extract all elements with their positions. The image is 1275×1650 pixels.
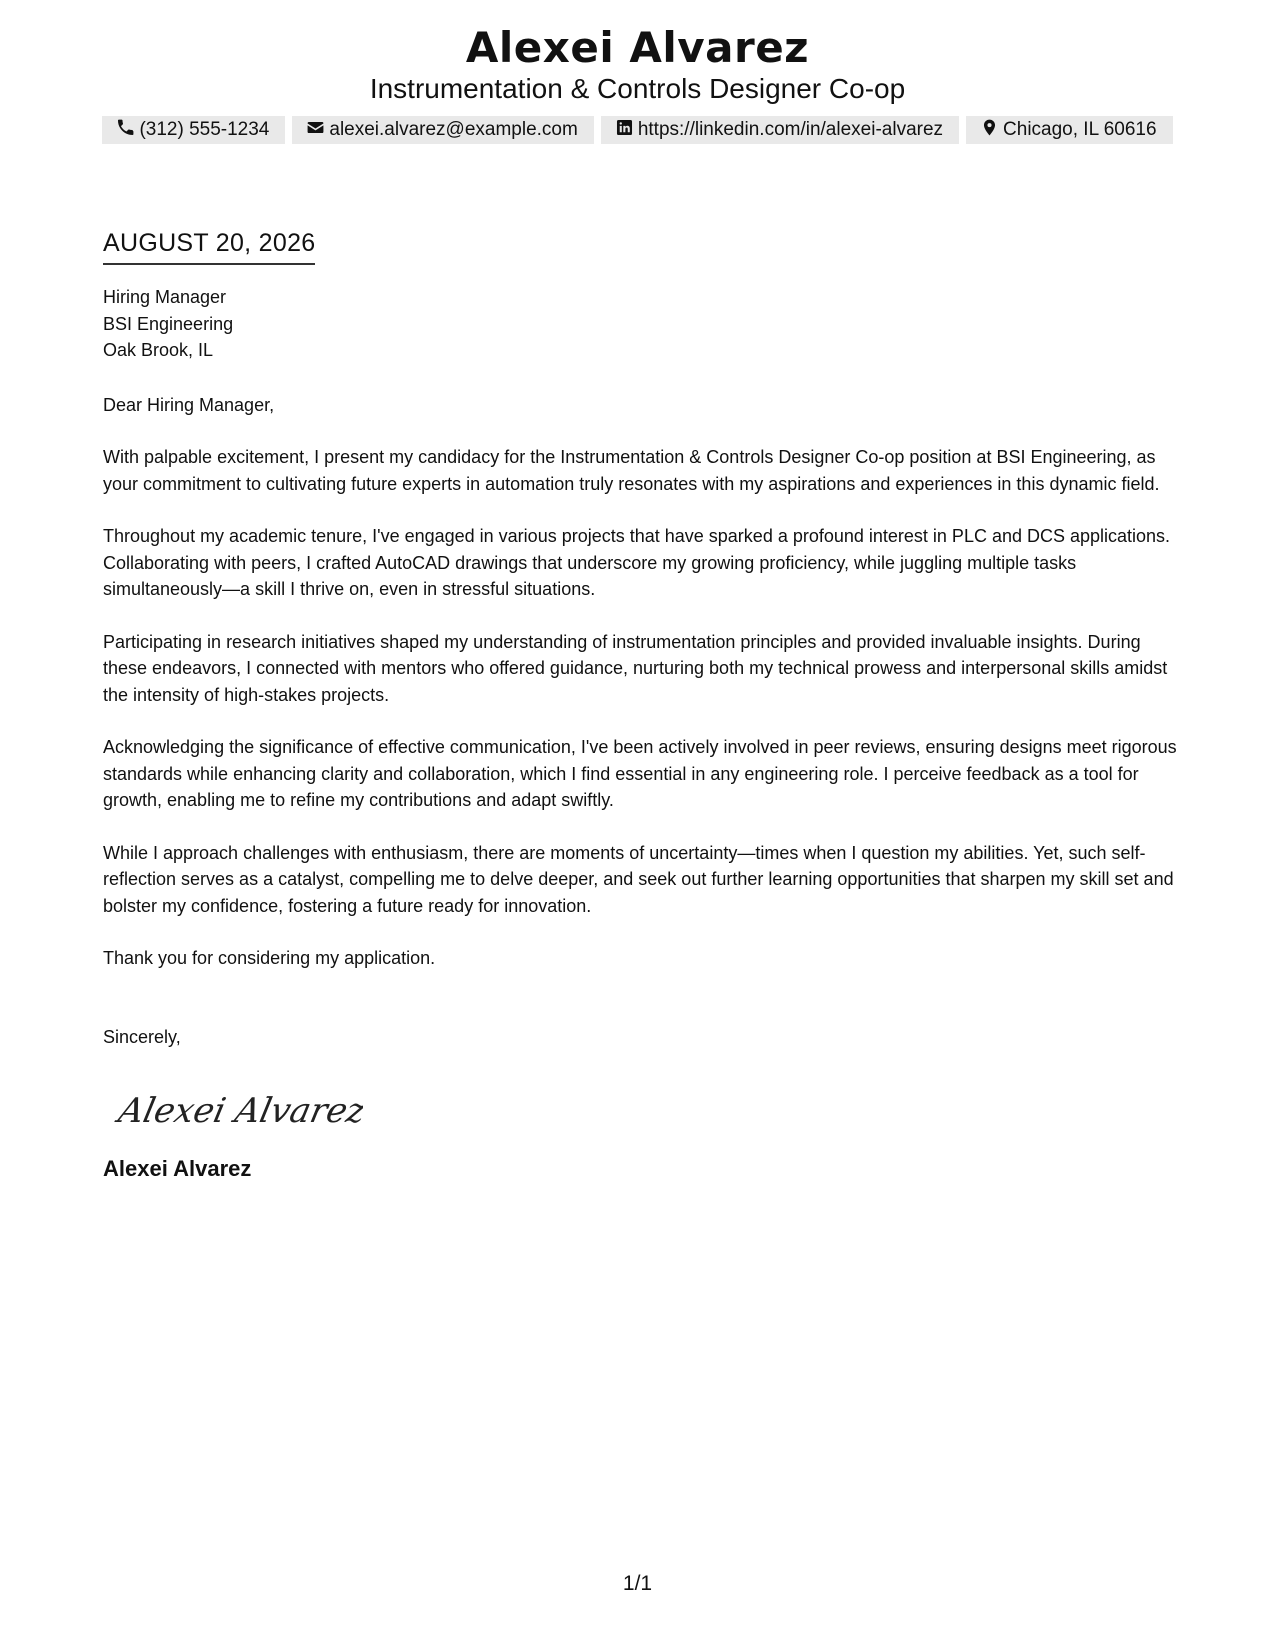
job-headline: Instrumentation & Controls Designer Co-op — [369, 73, 906, 104]
closing: Sincerely, — [103, 1026, 181, 1047]
body-paragraph: Throughout my academic tenure, I've engaged in various projects that have sparked a profound interest in PLC and DCS applications. Collaborating with peers, I crafted AutoCAD drawings that underscore my growing proficiency, while juggling multiple tasks simultaneously—a skill I thrive on, even in stressful situations. — [103, 526, 1171, 599]
contact-linkedin[interactable] — [601, 116, 959, 144]
envelope-icon — [306, 118, 329, 143]
contact-bar — [0, 116, 1275, 144]
contact-phone[interactable] — [102, 116, 285, 144]
letter-date: AUGUST 20, 2026 — [103, 226, 315, 265]
applicant-name: Alexei Alvarez — [465, 23, 810, 72]
body-paragraph: Thank you for considering my application. — [103, 948, 436, 968]
location-text: Chicago, IL 60616 — [1003, 119, 1157, 140]
body-paragraph: Acknowledging the significance of effective communication, I've been actively involved in peer reviews, ensuring designs meet rigorous standards while enhancing clarity and collaboration, which I find essential in any engineering role. I perceive feedback as a tool for growth, enabling me to refine my contributions and adapt swiftly. — [103, 737, 1177, 810]
letter-header — [0, 22, 1275, 144]
letter-body — [103, 226, 1183, 1184]
salutation: Dear Hiring Manager, — [103, 394, 275, 415]
body-paragraph: While I approach challenges with enthusiasm, there are moments of uncertainty—times when I question my abilities. Yet, such self-reflection serves as a catalyst, compelling me to delve deeper, and seek out further learning opportunities that sharpen my skill set and bolster my confidence, fostering a future ready for innovation. — [103, 842, 1174, 916]
page-number: 1/1 — [622, 1572, 653, 1595]
email-text: alexei.alvarez@example.com — [329, 119, 578, 140]
body-paragraph: With palpable excitement, I present my candidacy for the Instrumentation & Controls Designer Co-op position at BSI Engineering, as your commitment to cultivating future experts in automation truly resonates with my aspirations and experiences in this dynamic field. — [103, 447, 1160, 494]
contact-email[interactable] — [292, 116, 593, 144]
body-paragraph: Participating in research initiatives shaped my understanding of instrumentation principles and provided invaluable insights. During these endeavors, I connected with mentors who offered guidance, nurturing both my technical prowess and interpersonal skills amidst the intensity of high-stakes projects. — [103, 631, 1168, 705]
phone-text: (312) 555-1234 — [139, 119, 270, 140]
recipient-company: BSI Engineering — [103, 313, 234, 334]
recipient-location: Oak Brook, IL — [103, 340, 214, 360]
map-marker-icon — [980, 118, 1003, 143]
recipient-title: Hiring Manager — [103, 287, 227, 307]
linkedin-text: https://linkedin.com/in/alexei-alvarez — [637, 119, 944, 140]
phone-icon — [116, 118, 139, 143]
linkedin-icon — [615, 118, 638, 143]
signature-image — [113, 1084, 363, 1134]
contact-location[interactable] — [966, 116, 1173, 144]
recipient-block — [103, 284, 1183, 364]
signature-text: Alexei Alvarez — [115, 1091, 363, 1131]
signed-name: Alexei Alvarez — [103, 1156, 252, 1181]
